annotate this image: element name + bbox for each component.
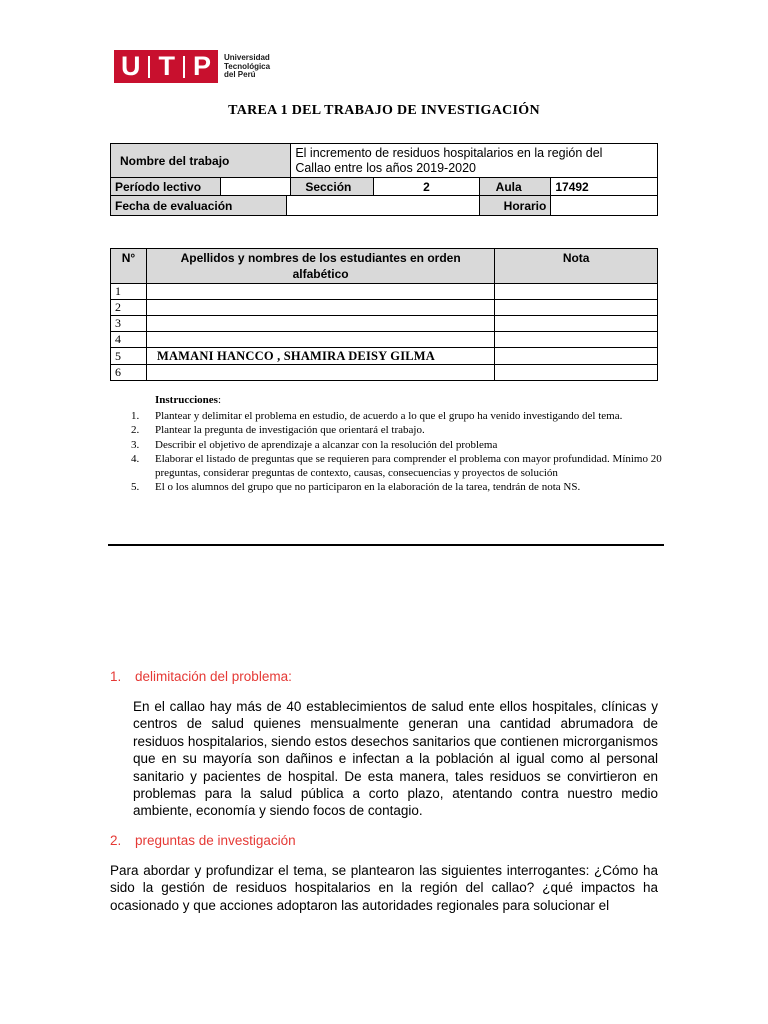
student-name-cell [146, 365, 494, 381]
col-nota-header: Nota [495, 249, 658, 284]
seccion-value: 2 [374, 178, 479, 196]
table-row [111, 300, 658, 316]
section-1-body: En el callao hay más de 40 establecimientos de salud ente ellos hospitales, clínicas y centros de salud quienes mensualmente generan una cantidad abrumadora de residuos hospitalarios, siendo estos desechos sanitarios que contienen microrganismos que en su mayoría son dañinos e infectan a la población al igual como al personal sanitario y pacientes de hospital. De esta manera, tales residuos se convirtieron en problemas para la salud pública a corto plazo, atentando contra nuestro medio ambiente, economía y siendo focos de contagio. [133, 699, 658, 819]
list-item: 1. Plantear y delimitar el problema en estudio, de acuerdo a lo que el grupo ha venido investigando del tema. [131, 409, 623, 422]
utp-logo [114, 50, 218, 83]
fecha-label: Fecha de evaluación [111, 196, 287, 216]
student-name-cell [146, 284, 494, 300]
col-num-header: N° [111, 249, 147, 284]
list-item: 3. Describir el objetivo de aprendizaje a alcanzar con la resolución del problema [131, 438, 498, 451]
row-num: 2 [111, 300, 147, 316]
list-item: 2. Plantear la pregunta de investigación que orientará el trabajo. [131, 424, 425, 436]
instructions-title: Instrucciones: [155, 394, 222, 406]
student-name-cell: MAMANI HANCCO , SHAMIRA DEISY GILMA [146, 348, 494, 365]
horario-value [551, 196, 658, 216]
logo-separator [183, 56, 185, 78]
student-name-cell [146, 300, 494, 316]
row-num: 4 [111, 332, 147, 348]
aula-label: Aula [479, 178, 551, 196]
nota-cell [495, 284, 658, 300]
instructions [131, 394, 671, 496]
row-num: 6 [111, 365, 147, 381]
logo-letter-p: P [192, 51, 211, 81]
section-2-body: Para abordar y profundizar el tema, se plantearon las siguientes interrogantes: ¿Cómo ha sido la gestión de residuos hospitalarios en la región del callao? ¿qué impactos ha ocasionado y que acciones adoptaron las autoridades regionales para solucionar el [110, 863, 658, 913]
fecha-value [287, 196, 479, 216]
logo-letter-u: U [120, 51, 141, 81]
list-item: 5. El o los alumnos del grupo que no participaron en la elaboración de la tarea, tendrán de nota NS. [131, 481, 581, 493]
logo-separator [148, 56, 150, 78]
student-name-cell [146, 316, 494, 332]
row-num: 5 [111, 348, 147, 365]
section-2-heading: 2. preguntas de investigación [110, 833, 296, 848]
horario-label: Horario [479, 196, 551, 216]
row-num: 1 [111, 284, 147, 300]
aula-value: 17492 [551, 178, 658, 196]
section-1-heading: 1. delimitación del problema: [110, 669, 292, 684]
table-row [111, 332, 658, 348]
seccion-label: Sección [291, 178, 374, 196]
nota-cell [495, 365, 658, 381]
divider [108, 544, 664, 546]
instructions-list [131, 410, 671, 495]
row-num: 3 [111, 316, 147, 332]
table-row [111, 348, 658, 365]
page-title: TAREA 1 DEL TRABAJO DE INVESTIGACIÓN [228, 103, 540, 118]
info-table [110, 143, 658, 216]
nombre-value: El incremento de residuos hospitalarios en la región del Callao entre los años 2019-2020 [291, 144, 658, 178]
nota-cell [495, 348, 658, 365]
nota-cell [495, 332, 658, 348]
periodo-value [220, 178, 291, 196]
table-row [111, 365, 658, 381]
periodo-label: Período lectivo [111, 178, 221, 196]
logo-letter-t: T [158, 51, 175, 81]
table-row [111, 284, 658, 300]
university-name: Universidad Tecnológica del Perú [224, 53, 271, 80]
student-name-cell [146, 332, 494, 348]
nota-cell [495, 300, 658, 316]
col-name-header: Apellidos y nombres de los estudiantes en orden alfabético [146, 249, 494, 284]
students-table [110, 248, 658, 381]
table-row [111, 316, 658, 332]
list-item: 4. Elaborar el listado de preguntas que se requieren para comprender el problema con mayor profundidad. Mínimo 20 preguntas, considerar preguntas de contexto, causas, consecuencias y proyectos de solución [131, 453, 662, 479]
nombre-label: Nombre del trabajo [111, 144, 291, 178]
nota-cell [495, 316, 658, 332]
